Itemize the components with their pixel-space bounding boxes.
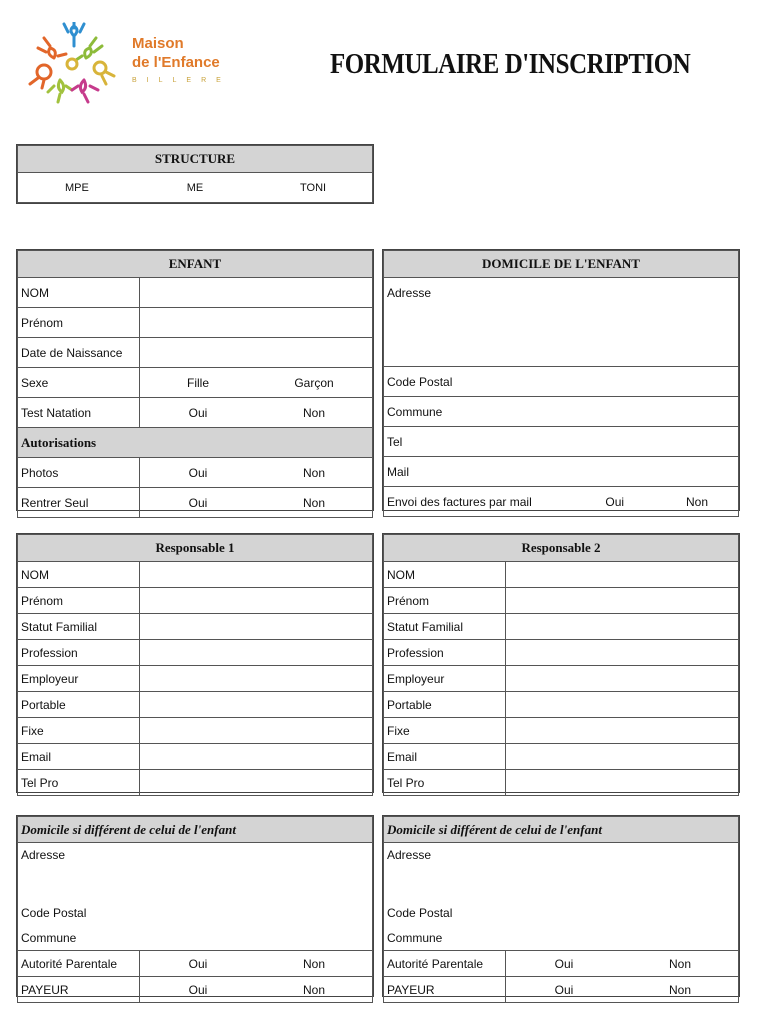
responsable1-profession-field[interactable] <box>140 640 373 666</box>
dd2-autorite-option-non[interactable]: Non <box>622 951 739 977</box>
domicile-different2-section <box>382 815 740 997</box>
domicile-different1-section <box>16 815 374 997</box>
responsable2-statut-field[interactable] <box>506 614 739 640</box>
dd1-autorite-label: Autorité Parentale <box>18 951 140 977</box>
responsable2-prenom-label: Prénom <box>384 588 506 614</box>
natation-option-oui[interactable]: Oui <box>140 398 257 428</box>
responsable2-fixe-field[interactable] <box>506 718 739 744</box>
domicile-different1-header: Domicile si différent de celui de l'enfant <box>18 817 373 843</box>
enfant-nom-field[interactable] <box>140 278 373 308</box>
enfant-header: ENFANT <box>18 251 373 278</box>
domicile-mail-label: Mail <box>387 464 410 479</box>
dd2-autorite-label: Autorité Parentale <box>384 951 506 977</box>
responsable2-profession-field[interactable] <box>506 640 739 666</box>
natation-label: Test Natation <box>18 398 140 428</box>
structure-option-toni[interactable]: TONI <box>254 173 372 203</box>
domicile-section <box>382 249 740 511</box>
domicile-tel-field[interactable] <box>384 427 739 457</box>
rentrer-seul-option-oui[interactable]: Oui <box>140 488 257 518</box>
hands-logo-icon <box>24 22 130 104</box>
dd2-code-postal-field[interactable] <box>384 900 739 925</box>
dd2-payeur-option-oui[interactable]: Oui <box>506 977 623 1003</box>
dd2-commune-label: Commune <box>387 930 443 945</box>
responsable1-statut-field[interactable] <box>140 614 373 640</box>
domicile-adresse-field[interactable] <box>384 278 739 367</box>
responsable1-prenom-label: Prénom <box>18 588 140 614</box>
dd1-adresse-field[interactable] <box>18 843 373 901</box>
responsable1-email-field[interactable] <box>140 744 373 770</box>
responsable2-employeur-field[interactable] <box>506 666 739 692</box>
domicile-commune-label: Commune <box>387 404 443 419</box>
responsable1-header: Responsable 1 <box>18 535 373 562</box>
enfant-prenom-label: Prénom <box>18 308 140 338</box>
responsable2-prenom-field[interactable] <box>506 588 739 614</box>
responsable2-nom-label: NOM <box>384 562 506 588</box>
responsable1-portable-label: Portable <box>18 692 140 718</box>
dd1-code-postal-field[interactable] <box>18 900 373 925</box>
responsable2-email-field[interactable] <box>506 744 739 770</box>
photos-label: Photos <box>18 458 140 488</box>
responsable1-prenom-field[interactable] <box>140 588 373 614</box>
enfant-section <box>16 249 374 511</box>
responsable1-profession-label: Profession <box>18 640 140 666</box>
responsable2-telpro-label: Tel Pro <box>384 770 506 796</box>
photos-option-non[interactable]: Non <box>256 458 373 488</box>
domicile-code-postal-field[interactable] <box>384 367 739 397</box>
domicile-adresse-label: Adresse <box>387 286 432 300</box>
responsable1-telpro-label: Tel Pro <box>18 770 140 796</box>
responsable2-profession-label: Profession <box>384 640 506 666</box>
dd2-payeur-label: PAYEUR <box>384 977 506 1003</box>
dd1-autorite-option-oui[interactable]: Oui <box>140 951 257 977</box>
natation-option-non[interactable]: Non <box>256 398 373 428</box>
dd1-payeur-option-oui[interactable]: Oui <box>140 977 257 1003</box>
structure-section <box>16 144 374 204</box>
logo-subtitle: BILLERE <box>132 77 231 84</box>
dd2-adresse-label: Adresse <box>387 848 432 862</box>
responsable2-section <box>382 533 740 793</box>
structure-option-me[interactable]: ME <box>136 173 254 203</box>
page-title: FORMULAIRE D'INSCRIPTION <box>330 48 691 80</box>
dd1-payeur-label: PAYEUR <box>18 977 140 1003</box>
responsable2-portable-field[interactable] <box>506 692 739 718</box>
dd1-commune-field[interactable] <box>18 925 373 951</box>
domicile-code-postal-label: Code Postal <box>387 374 453 389</box>
responsable2-header: Responsable 2 <box>384 535 739 562</box>
photos-option-oui[interactable]: Oui <box>140 458 257 488</box>
dd1-code-postal-label: Code Postal <box>21 905 87 920</box>
domicile-different2-header: Domicile si différent de celui de l'enfant <box>384 817 739 843</box>
sexe-option-garcon[interactable]: Garçon <box>256 368 373 398</box>
dd2-payeur-option-non[interactable]: Non <box>622 977 739 1003</box>
responsable1-nom-label: NOM <box>18 562 140 588</box>
responsable1-employeur-label: Employeur <box>18 666 140 692</box>
factures-label: Envoi des factures par mail <box>384 487 574 517</box>
responsable1-statut-label: Statut Familial <box>18 614 140 640</box>
responsable1-fixe-label: Fixe <box>18 718 140 744</box>
structure-option-mpe[interactable]: MPE <box>18 173 136 203</box>
responsable1-nom-field[interactable] <box>140 562 373 588</box>
enfant-nom-label: NOM <box>18 278 140 308</box>
logo-line2: de l'Enfance <box>132 54 220 71</box>
responsable2-telpro-field[interactable] <box>506 770 739 796</box>
enfant-naissance-label: Date de Naissance <box>18 338 140 368</box>
dd2-autorite-option-oui[interactable]: Oui <box>506 951 623 977</box>
rentrer-seul-label: Rentrer Seul <box>18 488 140 518</box>
dd2-adresse-field[interactable] <box>384 843 739 901</box>
sexe-option-fille[interactable]: Fille <box>140 368 257 398</box>
responsable1-email-label: Email <box>18 744 140 770</box>
rentrer-seul-option-non[interactable]: Non <box>256 488 373 518</box>
dd1-autorite-option-non[interactable]: Non <box>256 951 373 977</box>
responsable1-section <box>16 533 374 793</box>
responsable2-nom-field[interactable] <box>506 562 739 588</box>
dd2-code-postal-label: Code Postal <box>387 905 453 920</box>
responsable1-portable-field[interactable] <box>140 692 373 718</box>
maison-enfance-logo <box>24 22 246 104</box>
dd1-adresse-label: Adresse <box>21 848 66 862</box>
domicile-commune-field[interactable] <box>384 397 739 427</box>
domicile-tel-label: Tel <box>387 434 403 449</box>
responsable2-fixe-label: Fixe <box>384 718 506 744</box>
responsable2-statut-label: Statut Familial <box>384 614 506 640</box>
domicile-mail-field[interactable] <box>384 457 739 487</box>
enfant-prenom-field[interactable] <box>140 308 373 338</box>
responsable2-portable-label: Portable <box>384 692 506 718</box>
structure-header: STRUCTURE <box>18 146 373 173</box>
responsable2-employeur-label: Employeur <box>384 666 506 692</box>
dd2-commune-field[interactable] <box>384 925 739 951</box>
responsable2-email-label: Email <box>384 744 506 770</box>
responsable1-employeur-field[interactable] <box>140 666 373 692</box>
responsable1-fixe-field[interactable] <box>140 718 373 744</box>
factures-option-oui[interactable]: Oui <box>574 487 657 517</box>
dd1-commune-label: Commune <box>21 930 77 945</box>
dd1-payeur-option-non[interactable]: Non <box>256 977 373 1003</box>
autorisations-header: Autorisations <box>18 428 373 458</box>
domicile-header: DOMICILE DE L'ENFANT <box>384 251 739 278</box>
factures-option-non[interactable]: Non <box>656 487 739 517</box>
enfant-naissance-field[interactable] <box>140 338 373 368</box>
logo-line1: Maison <box>132 35 184 52</box>
responsable1-telpro-field[interactable] <box>140 770 373 796</box>
sexe-label: Sexe <box>18 368 140 398</box>
